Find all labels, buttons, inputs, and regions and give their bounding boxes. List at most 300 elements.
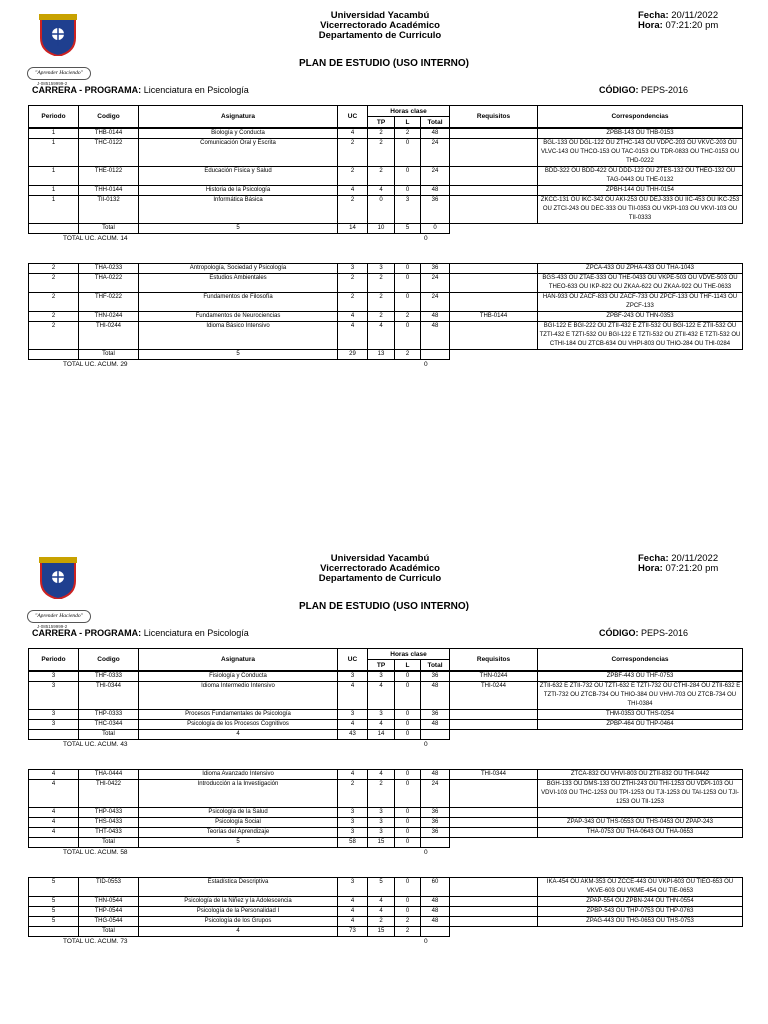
cell-total: 48	[421, 907, 450, 917]
cell-codigo: THA-0233	[79, 264, 139, 274]
carrera-line	[32, 85, 249, 95]
cell-l: 0	[395, 878, 421, 897]
cell-tp: 2	[368, 293, 395, 312]
cell-codigo: THF-0333	[79, 672, 139, 682]
total-uc-acum	[63, 938, 128, 945]
cell-tp: 5	[368, 878, 395, 897]
cell-tp: 2	[368, 274, 395, 293]
cell-requisitos: THI-0344	[450, 770, 538, 780]
cell-l: 0	[395, 897, 421, 907]
table-row	[29, 186, 743, 196]
cell-periodo: 3	[29, 710, 79, 720]
cell-periodo: 5	[29, 907, 79, 917]
cell-correspondencias: ZPBF-243 OU THN-0353	[538, 312, 743, 322]
cell-tp: 4	[368, 186, 395, 196]
cell-codigo: TID-0553	[79, 878, 139, 897]
cell-total: 24	[421, 167, 450, 186]
institution-block	[260, 11, 500, 41]
cell-total: 48	[421, 720, 450, 730]
cell-uc: 4	[338, 720, 368, 730]
cell-uc: 4	[338, 682, 368, 710]
cell-codigo: THT-0433	[79, 828, 139, 838]
cell-codigo: THA-0222	[79, 274, 139, 293]
cell-total: 24	[421, 274, 450, 293]
cell-requisitos	[450, 129, 538, 139]
cell-periodo: 5	[29, 917, 79, 927]
cell-total: 36	[421, 828, 450, 838]
cell-periodo: 2	[29, 274, 79, 293]
cell-correspondencias: IKA-454 OU AKM-353 OU ZCCE-443 OU VKPI-603 OU TIEO-653 OU VKVE-603 OU VKME-454 OU TIE-0653	[538, 878, 743, 897]
cell-l: 0	[395, 780, 421, 808]
cell-uc: 4	[338, 186, 368, 196]
cell-periodo: 5	[29, 897, 79, 907]
cell-asignatura: Psicología de la Niñez y la Adolescencia	[139, 897, 338, 907]
table-row	[29, 167, 743, 186]
cell-l: 0	[395, 274, 421, 293]
cell-tp: 4	[368, 770, 395, 780]
cell-tp: 3	[368, 828, 395, 838]
acum-value: 58	[120, 849, 128, 856]
cell-codigo: THP-0333	[79, 710, 139, 720]
cell-l: 0	[395, 828, 421, 838]
cell-total: 48	[421, 186, 450, 196]
acum-label: TOTAL UC. ACUM.	[63, 235, 119, 242]
cell-codigo: TII-0132	[79, 196, 139, 224]
col-uc: UC	[338, 106, 368, 128]
cell-correspondencias: ZPBP-543 OU THP-0753 OU THP-0763	[538, 907, 743, 917]
total-count: 4	[139, 927, 338, 937]
total-l: 2	[395, 350, 421, 360]
cell-requisitos	[450, 828, 538, 838]
acum-value: 14	[120, 235, 128, 242]
university-logo	[27, 10, 91, 88]
column-header-table	[28, 648, 743, 671]
cell-total: 48	[421, 897, 450, 907]
cell-requisitos	[450, 780, 538, 808]
department: Departamento de Curriculo	[318, 30, 442, 41]
cell-requisitos	[450, 808, 538, 818]
shield-icon	[39, 555, 77, 599]
acum-value: 73	[120, 938, 128, 945]
total-row	[29, 224, 743, 234]
total-label: Total	[79, 927, 139, 937]
col-total: Total	[421, 660, 450, 671]
col-requisitos: Requisitos	[450, 106, 538, 128]
col-codigo: Codigo	[79, 106, 139, 128]
cell-asignatura: Introducción a la Investigación	[139, 780, 338, 808]
logo-motto: "Aprender Haciendo"	[27, 610, 91, 623]
hora-value: 07:21:20 pm	[665, 563, 719, 574]
col-horas-clase: Horas clase	[368, 106, 450, 117]
plan-title: PLAN DE ESTUDIO (USO INTERNO)	[298, 58, 469, 69]
department: Departamento de Curriculo	[318, 573, 442, 584]
fecha-label: Fecha:	[638, 10, 669, 21]
cell-correspondencias: ZPBP-464 OU THP-0464	[538, 720, 743, 730]
table-row	[29, 828, 743, 838]
cell-correspondencias: ZTCA-832 OU VHVI-803 OU ZTII-832 OU THI-0442	[538, 770, 743, 780]
plan-block-table	[28, 877, 743, 937]
cell-codigo: THA-0444	[79, 770, 139, 780]
total-uc-acum	[63, 741, 128, 748]
cell-correspondencias: ZPAG-443 OU THG-0653 OU THS-0753	[538, 917, 743, 927]
cell-requisitos: THI-0244	[450, 682, 538, 710]
cell-asignatura: Comunicación Oral y Escrita	[139, 139, 338, 167]
cell-correspondencias: ZPBF-443 OU THF-0753	[538, 672, 743, 682]
cell-total: 36	[421, 264, 450, 274]
total-count: 5	[139, 350, 338, 360]
total-row	[29, 927, 743, 937]
cell-correspondencias: ZPBB-143 OU THB-0153	[538, 129, 743, 139]
cell-asignatura: Idioma Intermedio Intensivo	[139, 682, 338, 710]
vice-rectorate: Vicerrectorado Académico	[320, 563, 440, 574]
cell-correspondencias: ZKCC-131 OU IKC-342 OU AKI-253 OU DEJ-333 OU IIC-453 OU IKC-253 OU ZTCI-243 OU DEC-333 OU TII-0353 OU VKPI-103 OU VKVI-103 OU TII-0333	[538, 196, 743, 224]
cell-codigo: THP-0544	[79, 907, 139, 917]
cell-requisitos	[450, 264, 538, 274]
cell-l: 2	[395, 312, 421, 322]
cell-total: 48	[421, 322, 450, 350]
total-l: 0	[395, 730, 421, 740]
cell-periodo: 1	[29, 139, 79, 167]
table-row	[29, 808, 743, 818]
cell-tp: 4	[368, 897, 395, 907]
cell-codigo: THI-0344	[79, 682, 139, 710]
cell-requisitos: THN-0244	[450, 672, 538, 682]
total-l: 0	[395, 838, 421, 848]
cell-l: 0	[395, 293, 421, 312]
cell-periodo: 3	[29, 682, 79, 710]
col-periodo: Periodo	[29, 649, 79, 671]
cell-requisitos: THB-0144	[450, 312, 538, 322]
cell-total: 24	[421, 139, 450, 167]
table-row	[29, 897, 743, 907]
cell-empty	[29, 350, 79, 360]
cell-l: 0	[395, 682, 421, 710]
cell-total: 24	[421, 780, 450, 808]
cell-tp: 2	[368, 917, 395, 927]
carrera-value: Licenciatura en Psicología	[143, 628, 249, 638]
cell-requisitos	[450, 907, 538, 917]
table-row	[29, 720, 743, 730]
total-label: Total	[79, 224, 139, 234]
cell-correspondencias: HAN-933 OU ZACF-833 OU ZACF-733 OU ZPCF-133 OU THF-1143 OU ZPCF-133	[538, 293, 743, 312]
cell-requisitos	[450, 818, 538, 828]
cell-periodo: 4	[29, 780, 79, 808]
plan-block-table	[28, 769, 743, 848]
column-header-table	[28, 105, 743, 128]
total-uc-acum	[63, 235, 128, 242]
col-asignatura: Asignatura	[139, 106, 338, 128]
cell-correspondencias: ZPBH-144 OU THH-0154	[538, 186, 743, 196]
total-row	[29, 838, 743, 848]
total-tp: 15	[368, 838, 395, 848]
cell-asignatura: Fundamentos de Neurociencias	[139, 312, 338, 322]
hora-value: 07:21:20 pm	[665, 20, 719, 31]
codigo-value: PEPS-2016	[641, 628, 689, 638]
cell-periodo: 4	[29, 818, 79, 828]
cell-requisitos	[450, 710, 538, 720]
total-uc: 43	[338, 730, 368, 740]
cell-asignatura: Teorías del Aprendizaje	[139, 828, 338, 838]
page-2	[0, 553, 768, 1023]
cell-uc: 4	[338, 312, 368, 322]
cell-tp: 3	[368, 808, 395, 818]
cell-correspondencias: ZPAP-554 OU ZPBN-244 OU THN-0554	[538, 897, 743, 907]
col-correspondencias: Correspondencias	[538, 106, 743, 128]
total-total	[421, 927, 450, 937]
total-label: Total	[79, 838, 139, 848]
cell-periodo: 3	[29, 720, 79, 730]
cell-uc: 2	[338, 196, 368, 224]
total-uc-acum	[63, 361, 128, 368]
table-row	[29, 682, 743, 710]
shield-icon	[39, 12, 77, 56]
total-tp: 14	[368, 730, 395, 740]
cell-asignatura: Educación Física y Salud	[139, 167, 338, 186]
total-row	[29, 730, 743, 740]
cell-codigo: THN-0244	[79, 312, 139, 322]
cell-asignatura: Estadística Descriptiva	[139, 878, 338, 897]
cell-periodo: 5	[29, 878, 79, 897]
cell-total: 36	[421, 672, 450, 682]
col-asignatura: Asignatura	[139, 649, 338, 671]
cell-total: 48	[421, 129, 450, 139]
table-row	[29, 322, 743, 350]
cell-correspondencias	[538, 808, 743, 818]
total-total	[421, 730, 450, 740]
cell-uc: 3	[338, 710, 368, 720]
cell-periodo: 1	[29, 186, 79, 196]
cell-codigo: THH-0144	[79, 186, 139, 196]
cell-asignatura: Psicología de los Grupos	[139, 917, 338, 927]
cell-tp: 3	[368, 818, 395, 828]
codigo-value: PEPS-2016	[641, 85, 689, 95]
col-tp: TP	[368, 117, 395, 128]
cell-asignatura: Biología y Conducta	[139, 129, 338, 139]
acum-zero: 0	[424, 741, 428, 748]
cell-uc: 2	[338, 167, 368, 186]
codigo-label: CÓDIGO:	[599, 85, 639, 95]
total-uc: 14	[338, 224, 368, 234]
cell-asignatura: Idioma Avanzado Intensivo	[139, 770, 338, 780]
table-row	[29, 129, 743, 139]
cell-uc: 3	[338, 808, 368, 818]
cell-uc: 4	[338, 907, 368, 917]
cell-correspondencias: BGS-433 OU ZTAE-333 OU THE-0433 OU VKPE-503 OU VDVE-503 OU THEO-633 OU IKP-822 OU ZKAA-622 OU ZKAA-922 OU THE-0633	[538, 274, 743, 293]
carrera-line	[32, 628, 249, 638]
cell-uc: 2	[338, 139, 368, 167]
cell-periodo: 4	[29, 828, 79, 838]
vice-rectorate: Vicerrectorado Académico	[320, 20, 440, 31]
col-horas-clase: Horas clase	[368, 649, 450, 660]
plan-block-table	[28, 263, 743, 360]
cell-l: 0	[395, 720, 421, 730]
date-block	[638, 554, 718, 574]
cell-correspondencias: ZPCA-433 OU ZPHA-433 OU THA-1043	[538, 264, 743, 274]
table-row	[29, 907, 743, 917]
cell-asignatura: Informática Básica	[139, 196, 338, 224]
cell-asignatura: Estudios Ambientales	[139, 274, 338, 293]
table-row	[29, 293, 743, 312]
cell-l: 0	[395, 818, 421, 828]
cell-total: 36	[421, 196, 450, 224]
cell-asignatura: Psicología de los Procesos Cognitivos	[139, 720, 338, 730]
cell-l: 0	[395, 139, 421, 167]
cell-total: 48	[421, 312, 450, 322]
cell-codigo: THI-0422	[79, 780, 139, 808]
cell-l: 0	[395, 907, 421, 917]
codigo-line	[599, 628, 688, 638]
cell-periodo: 2	[29, 264, 79, 274]
cell-total: 36	[421, 818, 450, 828]
table-row	[29, 710, 743, 720]
cell-correspondencias: BDD-322 OU BDD-422 OU DDD-122 OU ZTES-132 OU THEO-132 OU TAG-0443 OU THE-0132	[538, 167, 743, 186]
total-tp: 15	[368, 927, 395, 937]
logo-rif: J-085159999-2	[37, 81, 68, 86]
cell-uc: 3	[338, 878, 368, 897]
cell-asignatura: Psicología de la Salud	[139, 808, 338, 818]
cell-l: 2	[395, 129, 421, 139]
cell-codigo: THP-0433	[79, 808, 139, 818]
page-1	[0, 10, 768, 430]
col-total: Total	[421, 117, 450, 128]
table-row	[29, 770, 743, 780]
cell-asignatura: Psicología de la Personalidad I	[139, 907, 338, 917]
cell-tp: 4	[368, 682, 395, 710]
cell-l: 0	[395, 322, 421, 350]
cell-codigo: THG-0544	[79, 917, 139, 927]
cell-total: 36	[421, 710, 450, 720]
total-count: 5	[139, 838, 338, 848]
cell-l: 0	[395, 264, 421, 274]
cell-requisitos	[450, 139, 538, 167]
institution-block	[260, 554, 500, 584]
acum-label: TOTAL UC. ACUM.	[63, 938, 119, 945]
cell-uc: 3	[338, 818, 368, 828]
cell-uc: 3	[338, 672, 368, 682]
cell-uc: 4	[338, 770, 368, 780]
fecha-label: Fecha:	[638, 553, 669, 564]
cell-asignatura: Idioma Básico Intensivo	[139, 322, 338, 350]
cell-l: 3	[395, 196, 421, 224]
acum-zero: 0	[424, 938, 428, 945]
carrera-label: CARRERA - PROGRAMA:	[32, 628, 142, 638]
cell-l: 0	[395, 167, 421, 186]
cell-tp: 0	[368, 196, 395, 224]
total-tp: 10	[368, 224, 395, 234]
table-row	[29, 139, 743, 167]
cell-correspondencias: THA-0753 OU THA-0643 OU THA-0653	[538, 828, 743, 838]
table-row	[29, 878, 743, 897]
cell-requisitos	[450, 322, 538, 350]
total-label: Total	[79, 730, 139, 740]
carrera-value: Licenciatura en Psicología	[143, 85, 249, 95]
col-periodo: Periodo	[29, 106, 79, 128]
table-row	[29, 780, 743, 808]
total-l: 2	[395, 927, 421, 937]
cell-requisitos	[450, 196, 538, 224]
cell-uc: 4	[338, 897, 368, 907]
cell-asignatura: Fisiología y Conducta	[139, 672, 338, 682]
cell-tp: 2	[368, 129, 395, 139]
cell-requisitos	[450, 878, 538, 897]
cell-total: 48	[421, 682, 450, 710]
cell-correspondencias: ZTII-632 E ZTII-732 OU TZTI-632 E TZTI-732 OU CTHI-284 OU ZTII-632 E TZTI-732 OU ZTCB-734 OU THIO-384 OU VHVI-703 OU ZTCB-734 OU THI-0384	[538, 682, 743, 710]
cell-tp: 2	[368, 312, 395, 322]
cell-periodo: 3	[29, 672, 79, 682]
cell-correspondencias: ZPAP-343 OU THS-0553 OU THS-0453 OU ZPAP-243	[538, 818, 743, 828]
cell-empty	[29, 838, 79, 848]
hora-label: Hora:	[638, 563, 663, 574]
cell-tp: 4	[368, 322, 395, 350]
cell-uc: 2	[338, 274, 368, 293]
cell-total: 24	[421, 293, 450, 312]
plan-block-table	[28, 671, 743, 740]
acum-zero: 0	[424, 361, 428, 368]
cell-correspondencias: THM-0353 OU THS-0254	[538, 710, 743, 720]
col-tp: TP	[368, 660, 395, 671]
cell-empty	[29, 224, 79, 234]
total-total	[421, 350, 450, 360]
cell-codigo: THC-0122	[79, 139, 139, 167]
acum-value: 43	[120, 741, 128, 748]
table-row	[29, 274, 743, 293]
total-l: 5	[395, 224, 421, 234]
cell-requisitos	[450, 167, 538, 186]
cell-requisitos	[450, 186, 538, 196]
cell-uc: 3	[338, 264, 368, 274]
cell-l: 0	[395, 186, 421, 196]
cell-l: 2	[395, 917, 421, 927]
total-tp: 13	[368, 350, 395, 360]
table-row	[29, 672, 743, 682]
cell-codigo: THC-0344	[79, 720, 139, 730]
col-l: L	[395, 117, 421, 128]
col-requisitos: Requisitos	[450, 649, 538, 671]
cell-requisitos	[450, 917, 538, 927]
total-count: 5	[139, 224, 338, 234]
acum-label: TOTAL UC. ACUM.	[63, 741, 119, 748]
university-logo	[27, 553, 91, 631]
col-l: L	[395, 660, 421, 671]
cell-uc: 4	[338, 917, 368, 927]
col-codigo: Codigo	[79, 649, 139, 671]
cell-codigo: THE-0122	[79, 167, 139, 186]
table-row	[29, 818, 743, 828]
total-uc: 73	[338, 927, 368, 937]
cell-periodo: 1	[29, 196, 79, 224]
fecha-value: 20/11/2022	[671, 10, 719, 21]
cell-uc: 2	[338, 780, 368, 808]
university-name: Universidad Yacambú	[330, 10, 430, 21]
total-total	[421, 838, 450, 848]
total-uc: 58	[338, 838, 368, 848]
acum-zero: 0	[424, 235, 428, 242]
cell-tp: 4	[368, 720, 395, 730]
cell-periodo: 2	[29, 293, 79, 312]
cell-asignatura: Psicología Social	[139, 818, 338, 828]
codigo-label: CÓDIGO:	[599, 628, 639, 638]
cell-tp: 4	[368, 907, 395, 917]
cell-uc: 4	[338, 322, 368, 350]
total-label: Total	[79, 350, 139, 360]
date-block	[638, 11, 718, 31]
cell-requisitos	[450, 897, 538, 907]
cell-tp: 2	[368, 139, 395, 167]
cell-l: 0	[395, 770, 421, 780]
cell-tp: 3	[368, 264, 395, 274]
fecha-value: 20/11/2022	[671, 553, 719, 564]
cell-codigo: THB-0144	[79, 129, 139, 139]
